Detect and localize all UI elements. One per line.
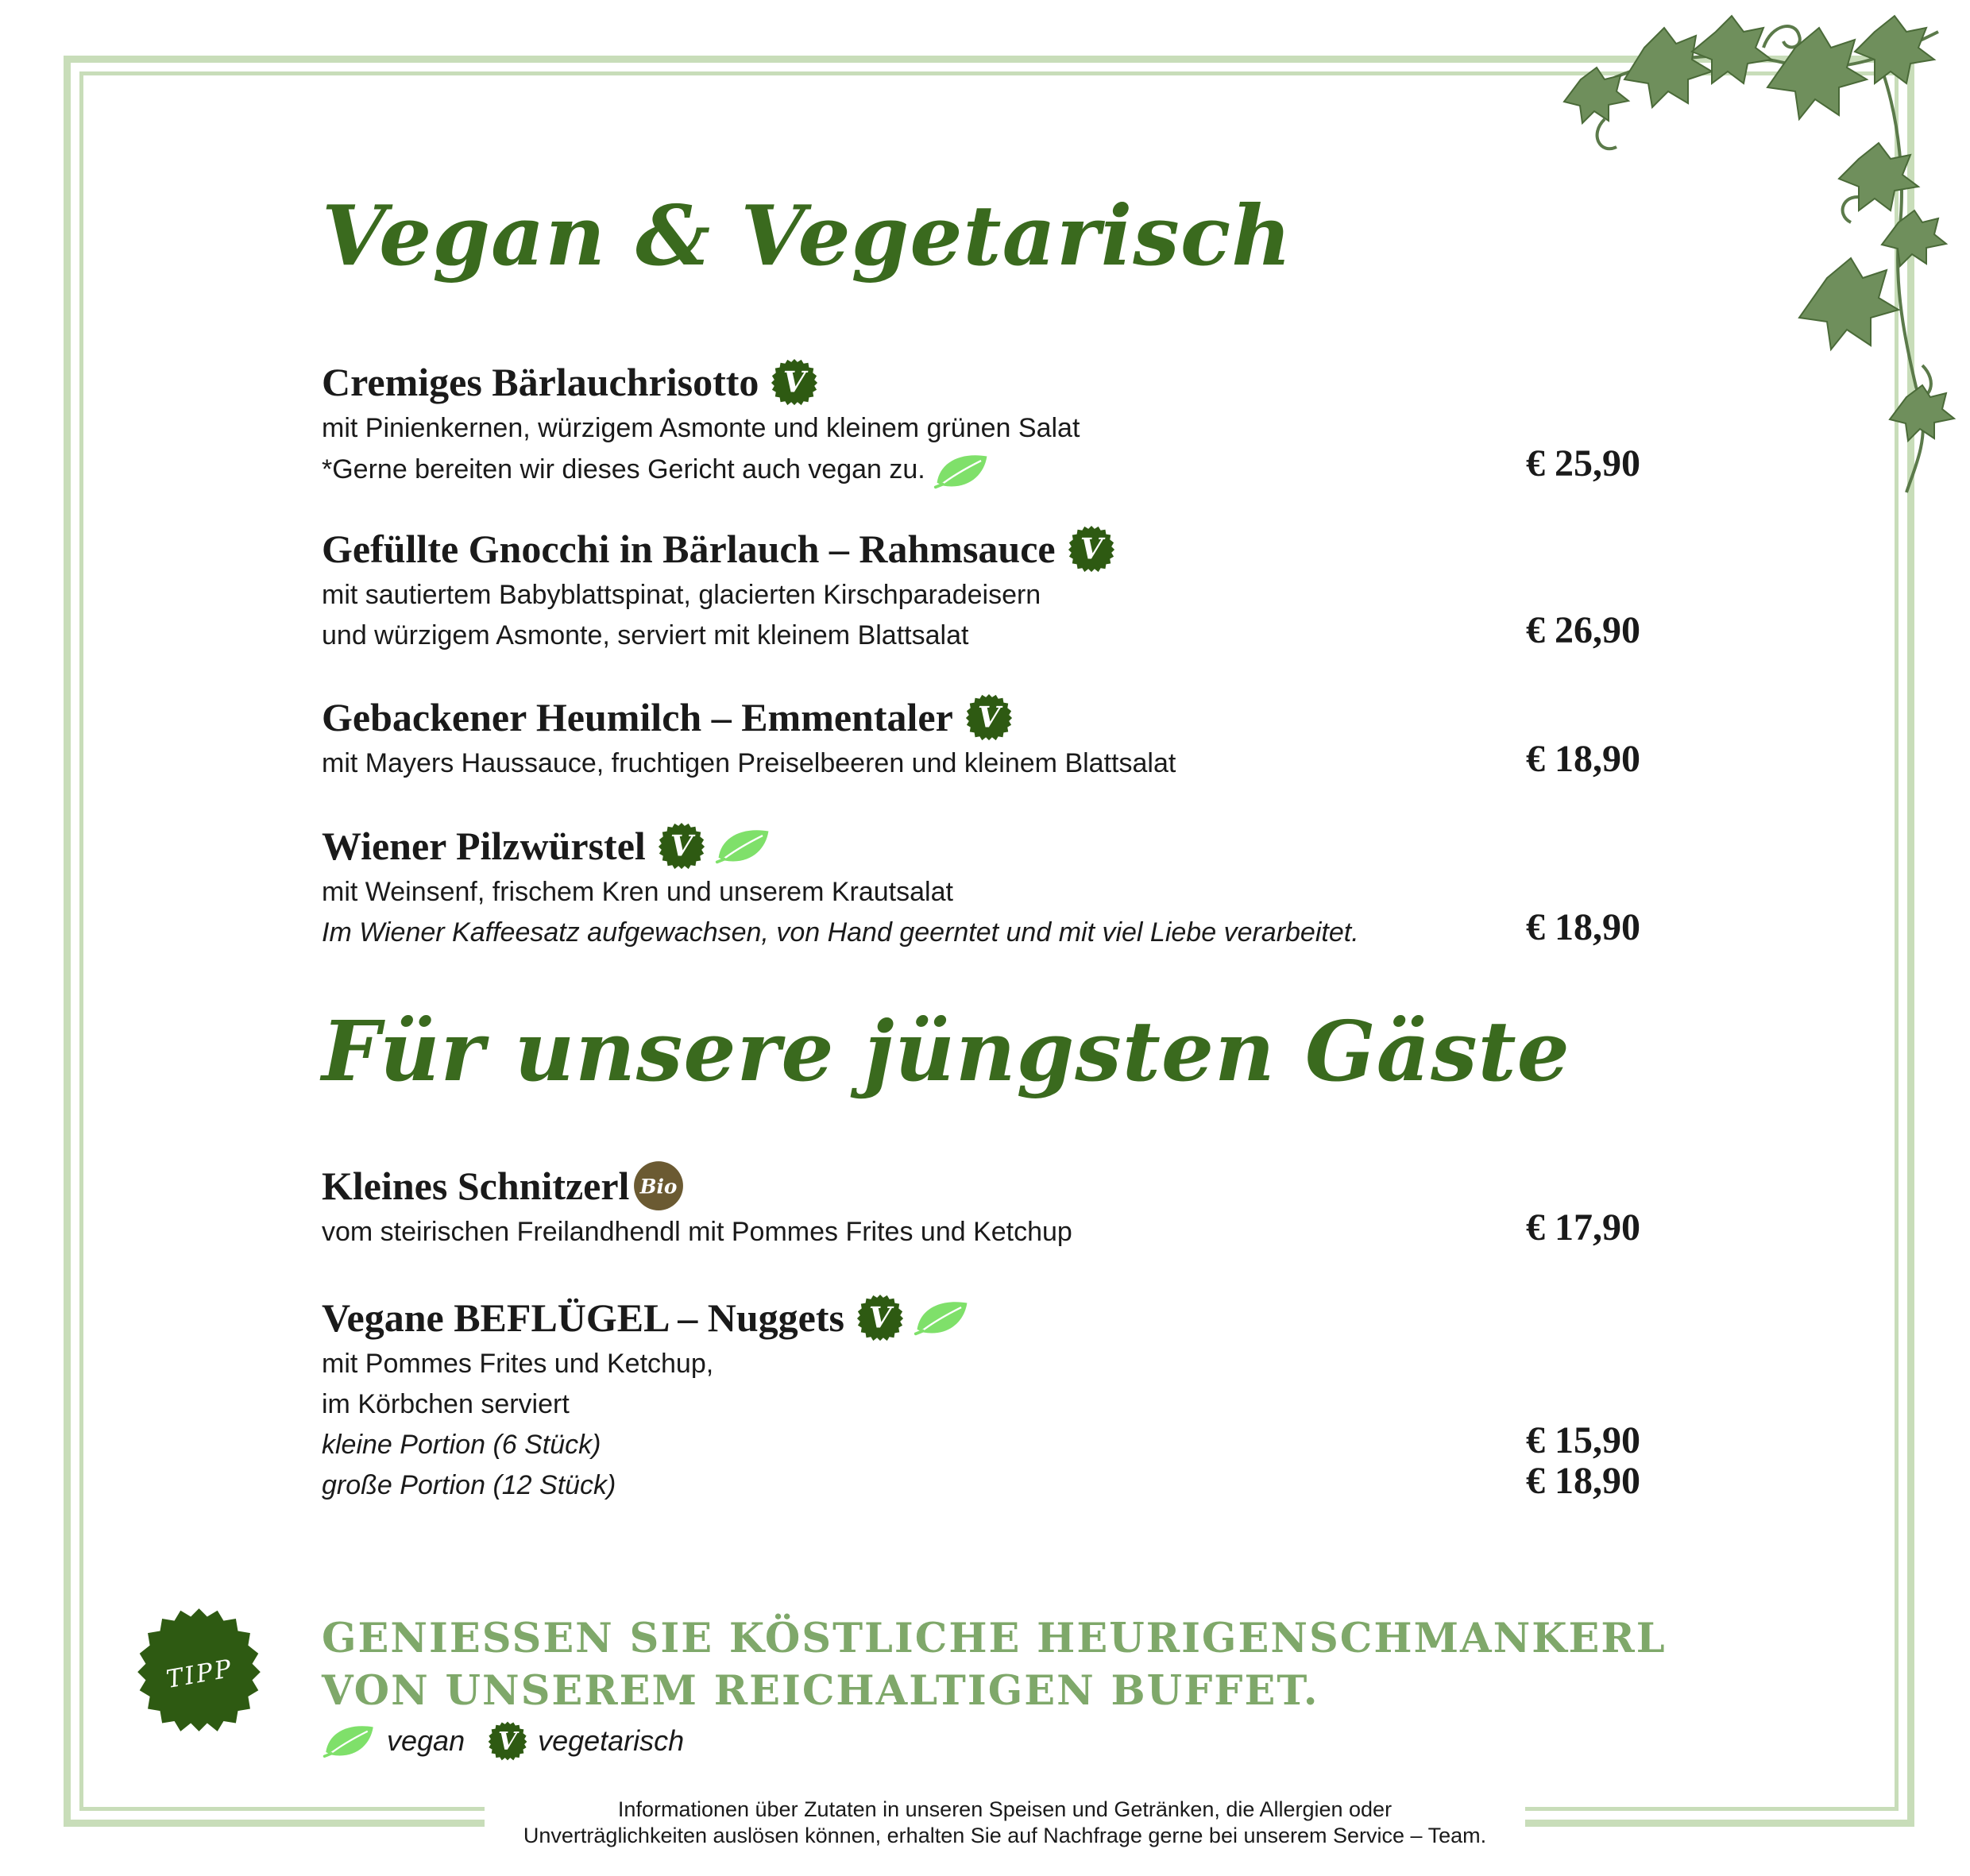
allergen-footer [477, 1797, 1533, 1849]
dish-description: mit Mayers Haussauce, fruchtigen Preiselbeeren und kleinem Blattsalat [322, 748, 1176, 778]
dish-description: und würzigem Asmonte, serviert mit kleinem Blattsalat [322, 620, 969, 650]
vegan-leaf-icon [714, 824, 773, 868]
dish-name: Gebackener Heumilch – Emmentaler [322, 695, 953, 739]
section-title-kids: Für unsere jüngsten Gäste [322, 1002, 1570, 1100]
dish-description: vom steirischen Freilandhendl mit Pommes Frites und Ketchup [322, 1217, 1072, 1247]
dish-description: mit sautiertem Babyblattspinat, glacierten Kirschparadeisern [322, 580, 1041, 610]
svg-text:TIPP: TIPP [164, 1654, 236, 1694]
tipp-badge-icon [133, 1604, 265, 1735]
section-title-vegan: Vegan & Vegetarisch [322, 187, 1292, 284]
vegetarian-badge-icon [856, 1293, 905, 1342]
dish-name: Vegane BEFLÜGEL – Nuggets [322, 1295, 844, 1340]
dish-note: Im Wiener Kaffeesatz aufgewachsen, von Hand geerntet und mit viel Liebe verarbeitet. [322, 917, 1359, 948]
dish-schnitzerl [322, 1160, 1640, 1253]
dish-price: € 17,90 [1526, 1206, 1640, 1249]
vegan-leaf-icon [322, 1720, 377, 1762]
vegan-leaf-icon [933, 449, 991, 493]
dish-description: mit Weinsenf, frischem Kren und unserem Krautsalat [322, 877, 953, 907]
svg-text:Bio: Bio [640, 1175, 678, 1199]
tipp-line: VON UNSEREM REICHALTIGEN BUFFET. [322, 1667, 1319, 1715]
dish-description: mit Pinienkernen, würzigem Asmonte und kleinem grünen Salat [322, 413, 1080, 443]
price-small: € 15,90 [1526, 1419, 1640, 1461]
vegetarian-badge-icon [1067, 524, 1116, 573]
dish-name: Cremiges Bärlauchrisotto [322, 360, 759, 404]
tipp-message [322, 1612, 1667, 1717]
dish-risotto [322, 356, 1640, 493]
dish-description: mit Pommes Frites und Ketchup, [322, 1349, 714, 1379]
legend-vegan-label: vegan [387, 1724, 465, 1757]
portion-large: große Portion (12 Stück) [322, 1470, 616, 1500]
vegetarian-badge-icon [487, 1720, 528, 1762]
bio-badge-icon [632, 1160, 685, 1212]
vegetarian-badge-icon [770, 357, 819, 407]
dish-gnocchi [322, 523, 1640, 656]
dish-emmentaler [322, 691, 1640, 784]
dish-price: € 18,90 [1526, 906, 1640, 948]
dish-price: € 18,90 [1526, 738, 1640, 780]
dish-nuggets [322, 1291, 1640, 1506]
legend-vegetarian-label: vegetarisch [538, 1724, 685, 1757]
vegetarian-badge-icon [657, 821, 706, 870]
footer-line: Unverträglichkeiten auslösen können, erhalten Sie auf Nachfrage gerne bei unserem Service – Team. [523, 1824, 1487, 1847]
vegetarian-badge-icon [964, 693, 1014, 742]
dish-name: Kleines Schnitzerl [322, 1164, 630, 1208]
dish-price: € 25,90 [1526, 442, 1640, 484]
dish-name: Gefüllte Gnocchi in Bärlauch – Rahmsauce [322, 527, 1056, 571]
vegan-leaf-icon [913, 1295, 971, 1340]
dish-description: im Körbchen serviert [322, 1389, 570, 1419]
price-large: € 18,90 [1526, 1460, 1640, 1502]
tipp-line: GENIESSEN SIE KÖSTLICHE HEURIGENSCHMANKERL [322, 1615, 1667, 1662]
dish-pilzwuerstel [322, 820, 1640, 953]
footer-line: Informationen über Zutaten in unseren Speisen und Getränken, die Allergien oder [617, 1797, 1393, 1821]
dish-name: Wiener Pilzwürstel [322, 824, 646, 868]
legend [322, 1720, 684, 1762]
dish-note: *Gerne bereiten wir dieses Gericht auch vegan zu. [322, 449, 1640, 493]
portion-small: kleine Portion (6 Stück) [322, 1430, 601, 1460]
dish-price: € 26,90 [1526, 609, 1640, 651]
